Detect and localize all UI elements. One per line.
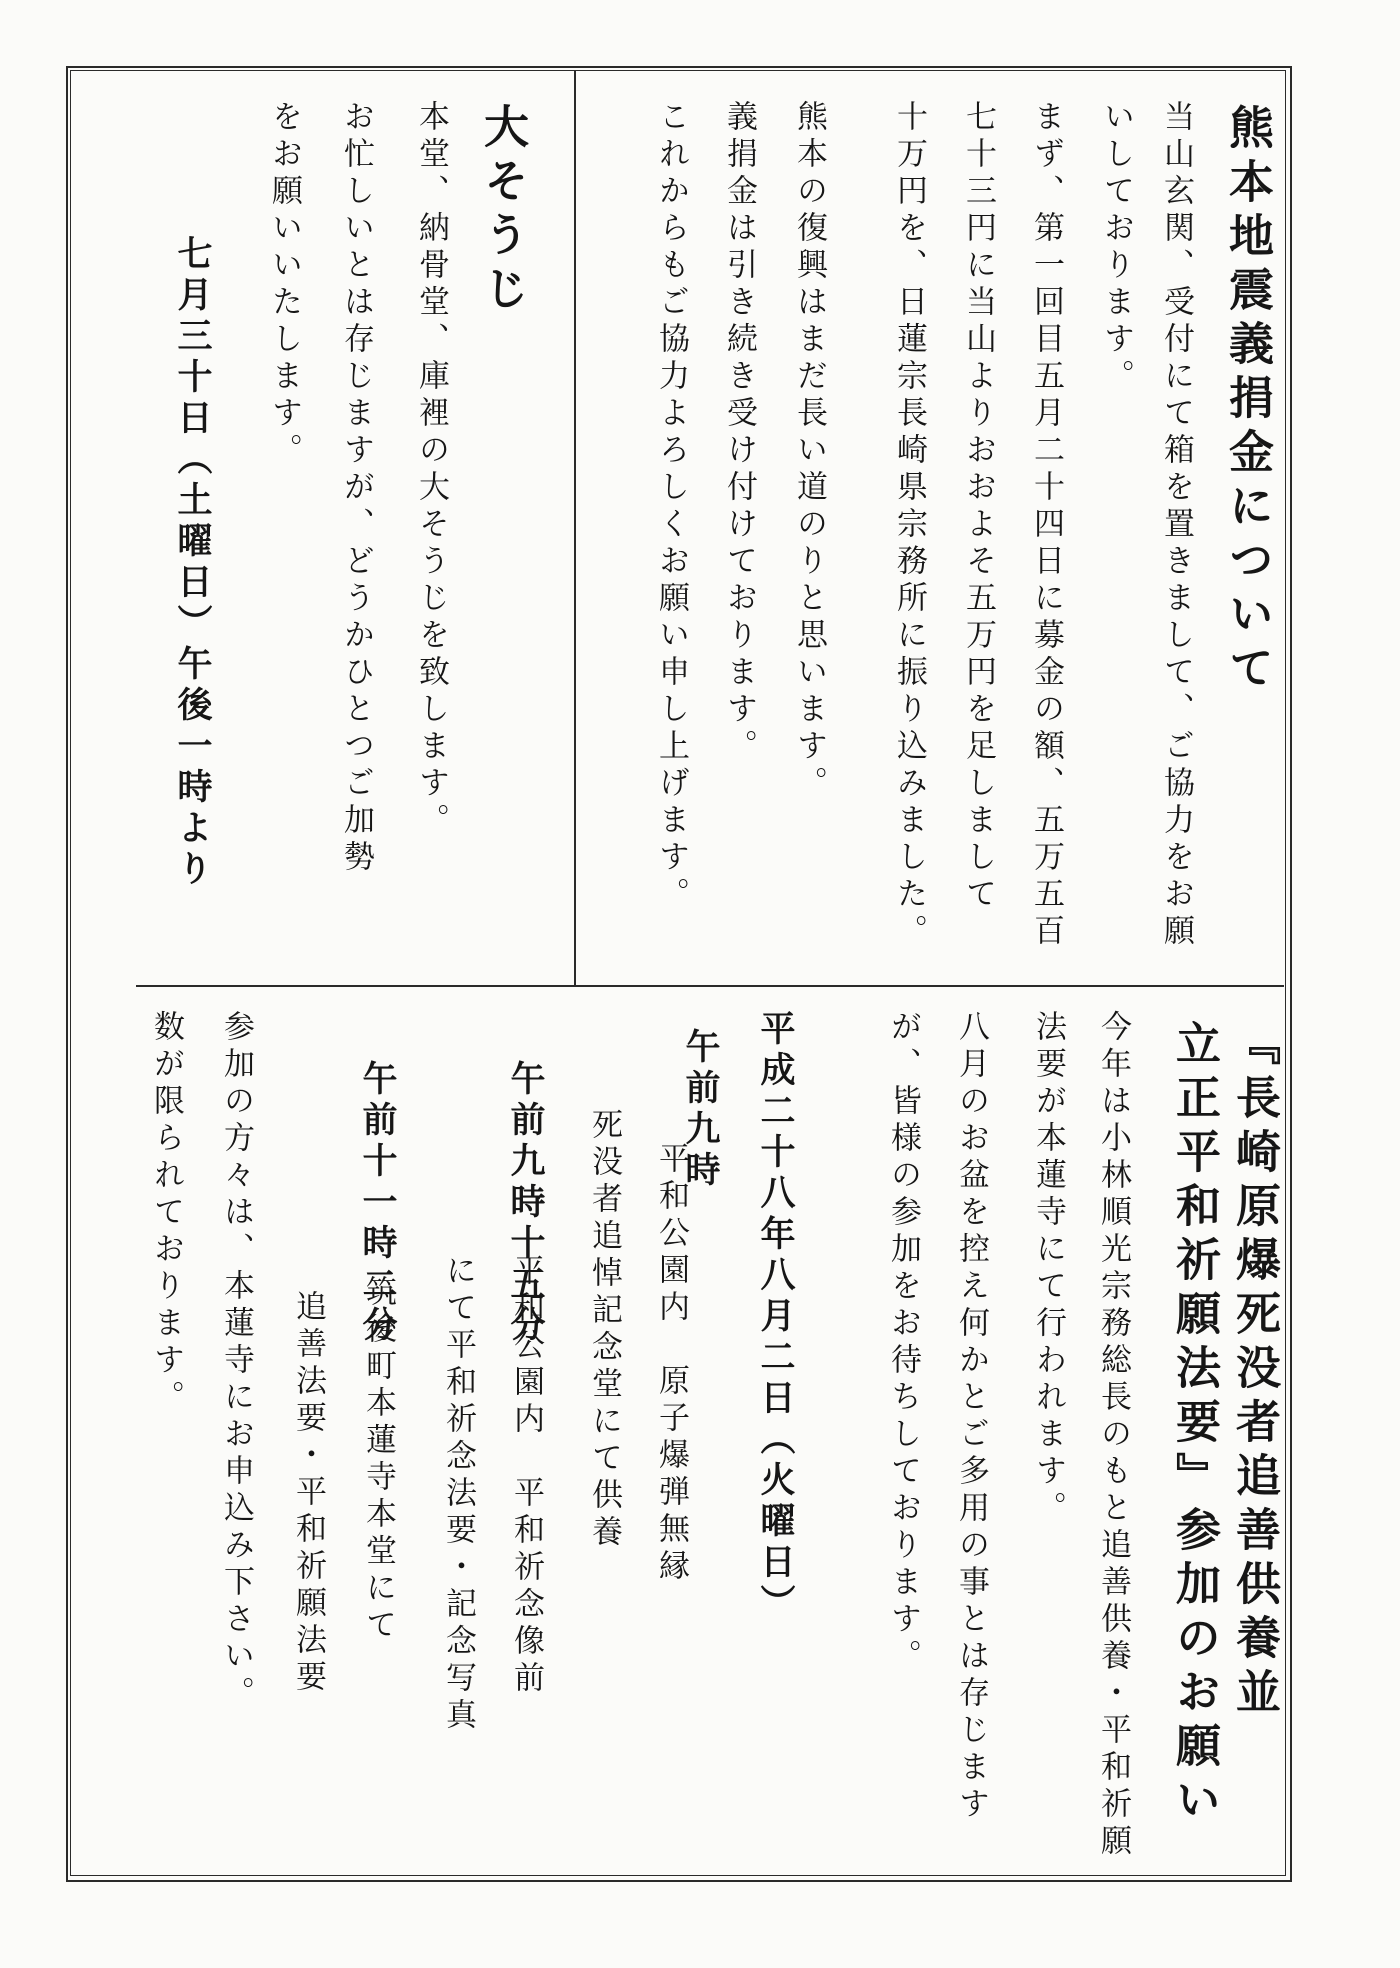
kumamoto-line: 熊本の復興はまだ長い道のりと思います。 — [791, 100, 827, 803]
peace-line: 今年は小林順光宗務総長のもと追善供養・平和祈願 — [1095, 1010, 1131, 1861]
peace-line: 法要が本蓮寺にて行われます。 — [1030, 1010, 1066, 1528]
schedule-detail: にて平和祈念法要・記念写真 — [440, 1254, 476, 1735]
schedule-time: 午前十一時二分 — [357, 1060, 398, 1347]
peace-line: 八月のお盆を控え何かとご多用の事とは存じます — [953, 1010, 989, 1824]
schedule-detail: 死没者追悼記念堂にて供養 — [586, 1108, 622, 1552]
cleaning-date: 七月三十日（土曜日）午後一時より — [172, 235, 213, 891]
kumamoto-line: 当山玄関、受付にて箱を置きまして、ご協力をお願 — [1158, 100, 1194, 951]
kumamoto-line: まず、第一回目五月二十四日に募金の額、五万五百 — [1028, 100, 1064, 951]
schedule-detail: 追善法要・平和祈願法要 — [290, 1290, 326, 1697]
cleaning-title: 大そうじ — [476, 103, 529, 319]
kumamoto-line: 義捐金は引き続き受け付けております。 — [721, 100, 757, 766]
cleaning-line: 本堂、納骨堂、庫裡の大そうじを致します。 — [413, 100, 449, 840]
schedule-detail: 平和公園内 平和祈念像前 — [508, 1254, 544, 1698]
peace-title-line-2: 立正平和祈願法要』参加のお願い — [1168, 1020, 1221, 1830]
kumamoto-line: 七十三円に当山よりおおよそ五万円を足しまして — [960, 100, 996, 914]
kumamoto-line: いしております。 — [1098, 100, 1134, 396]
cleaning-line: をお願いいたします。 — [266, 100, 302, 470]
vertical-divider — [574, 70, 576, 985]
peace-line: が、皆様の参加をお待ちしております。 — [885, 1010, 921, 1676]
kumamoto-line: 十万円を、日蓮宗長崎県宗務所に振り込みました。 — [891, 100, 927, 951]
schedule-detail: 平和公園内 原子爆弾無縁 — [653, 1142, 689, 1586]
peace-title-line-1: 『長崎原爆死没者追善供養並 — [1228, 1020, 1281, 1722]
kumamoto-title: 熊本地震義捐金について — [1221, 104, 1274, 698]
schedule-time: 午前九時十五分 — [505, 1060, 546, 1347]
peace-date: 平成二十八年八月二日（火曜日） — [755, 1010, 796, 1625]
kumamoto-line: これからもご協力よろしくお願い申し上げます。 — [653, 100, 689, 914]
peace-note-line: 参加の方々は、本蓮寺にお申込み下さい。 — [218, 1010, 254, 1713]
schedule-detail: 筑後町本蓮寺本堂にて — [360, 1275, 396, 1645]
cleaning-line: お忙しいとは存じますが、どうかひとつご加勢 — [338, 100, 374, 877]
schedule-time: 午前九時 — [680, 1028, 721, 1192]
horizontal-divider — [136, 985, 1284, 987]
peace-note-line: 数が限られております。 — [148, 1010, 184, 1417]
